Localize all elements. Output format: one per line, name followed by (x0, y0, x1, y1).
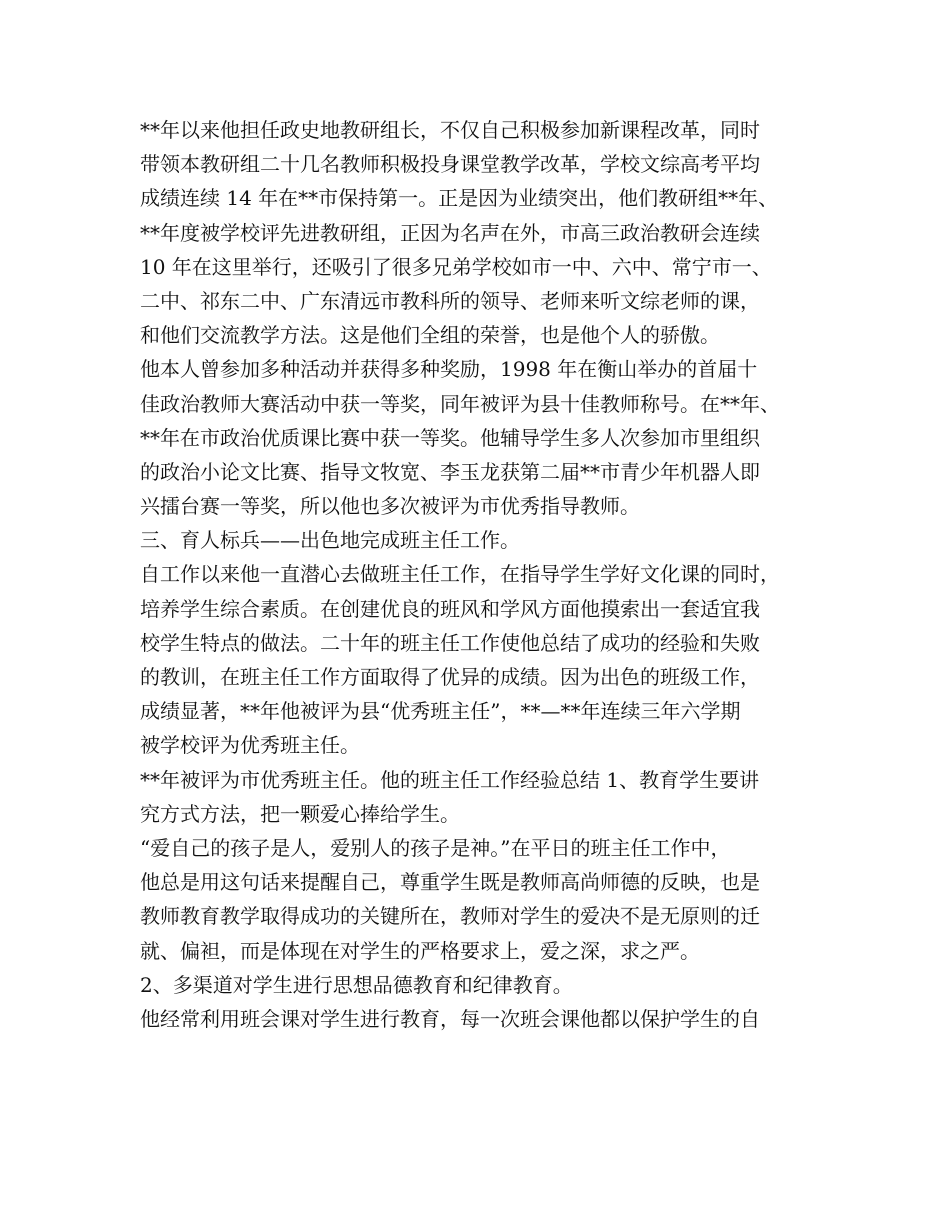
document-body (140, 113, 820, 1036)
text-line: 自工作以来他一直潜心去做班主任工作，在指导学生学好文化课的同时， (140, 562, 780, 587)
text-line: 的政治小论文比赛、指导文牧宽、李玉龙获第二届**市青少年机器人即 (140, 459, 760, 484)
text-line: 校学生特点的做法。二十年的班主任工作使他总结了成功的经验和失败 (140, 630, 760, 655)
text-line: 他本人曾参加多种活动并获得多种奖励，1998 年在衡山举办的首届十 (140, 357, 758, 382)
text-line: 教师教育教学取得成功的关键所在，教师对学生的爱决不是无原则的迁 (140, 904, 760, 929)
text-line: 成绩连续 14 年在**市保持第一。正是因为业绩突出，他们教研组**年、 (140, 186, 779, 211)
section-heading: 2、多渠道对学生进行思想品德教育和纪律教育。 (140, 972, 573, 997)
text-line: 被学校评为优秀班主任。 (140, 733, 360, 758)
text-line: 究方式方法，把一颗爱心捧给学生。 (140, 801, 460, 826)
text-line: 的教训，在班主任工作方面取得了优异的成绩。因为出色的班级工作， (140, 665, 760, 689)
text-line: 佳政治教师大赛活动中获一等奖，同年被评为县十佳教师称号。在**年、 (140, 391, 780, 416)
text-line: 10 年在这里举行，还吸引了很多兄弟学校如市一中、六中、常宁市一、 (140, 254, 772, 279)
section-heading: 三、育人标兵——出色地完成班主任工作。 (140, 528, 520, 553)
text-line: 带领本教研组二十几名教师积极投身课堂教学改革，学校文综高考平均 (140, 152, 760, 177)
text-line: 二中、祁东二中、广东清远市教科所的领导、老师来听文综老师的课， (140, 288, 760, 313)
text-line: 成绩显著，**年他被评为县“优秀班主任”，**—**年连续三年六学期 (140, 699, 741, 724)
text-line: 就、偏袒，而是体现在对学生的严格要求上，爱之深，求之严。 (140, 938, 700, 963)
text-line: 他总是用这句话来提醒自己，尊重学生既是教师高尚师德的反映，也是 (140, 870, 760, 895)
text-line: **年被评为市优秀班主任。他的班主任工作经验总结 1、教育学生要讲 (140, 767, 760, 792)
text-line: “爱自己的孩子是人，爱别人的孩子是神。”在平日的班主任工作中， (140, 835, 731, 860)
text-line: 培养学生综合素质。在创建优良的班风和学风方面他摸索出一套适宜我 (140, 596, 760, 621)
text-line: **年度被学校评先进教研组，正因为名声在外，市高三政治教研会连续 (140, 220, 760, 245)
text-line: 兴擂台赛一等奖，所以他也多次被评为市优秀指导教师。 (140, 494, 640, 519)
text-line: **年在市政治优质课比赛中获一等奖。他辅导学生多人次参加市里组织 (140, 425, 760, 450)
text-line: **年以来他担任政史地教研组长，不仅自己积极参加新课程改革，同时 (140, 118, 760, 142)
text-line: 他经常利用班会课对学生进行教育，每一次班会课他都以保护学生的自 (140, 1006, 760, 1031)
text-line: 和他们交流教学方法。这是他们全组的荣誉，也是他个人的骄傲。 (140, 323, 720, 348)
